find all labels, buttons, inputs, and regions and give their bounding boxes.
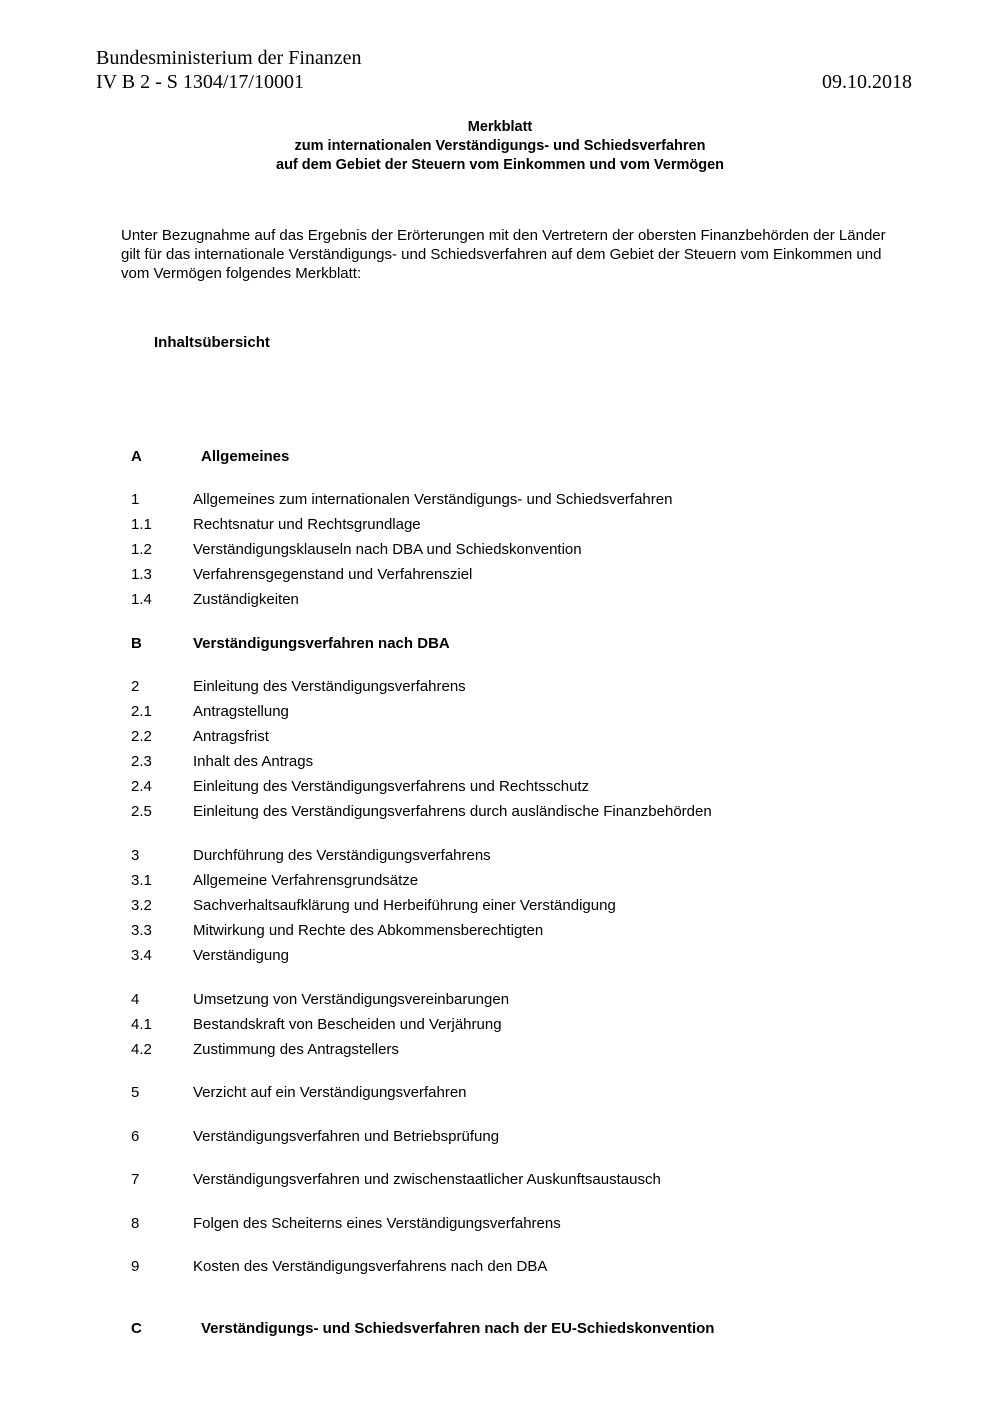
ministry-name: Bundesministerium der Finanzen (96, 47, 362, 69)
toc-item-number: 2.4 (131, 778, 152, 795)
title-line-3: auf dem Gebiet der Steuern vom Einkommen und vom Vermögen (276, 157, 724, 173)
toc-item-text: Inhalt des Antrags (193, 753, 314, 770)
toc-item-number: 9 (131, 1258, 140, 1275)
toc-item-number: 2.2 (131, 728, 152, 745)
toc-item-number: 6 (131, 1128, 140, 1145)
section-letter: B (131, 635, 142, 652)
toc-item-text: Folgen des Scheiterns eines Verständigungsverfahrens (193, 1215, 561, 1232)
toc-item-text: Einleitung des Verständigungsverfahrens (193, 678, 466, 695)
toc-item-number: 1.3 (131, 566, 152, 583)
toc-item-text: Rechtsnatur und Rechtsgrundlage (193, 516, 421, 533)
toc-item-number: 2.1 (131, 703, 152, 720)
section-title: Allgemeines (201, 448, 290, 465)
toc-item-text: Allgemeines zum internationalen Verständigungs- und Schiedsverfahren (193, 491, 673, 508)
toc-item-number: 3.2 (131, 897, 152, 914)
toc-item-number: 3.4 (131, 947, 152, 964)
toc-heading: Inhaltsübersicht (154, 334, 270, 351)
toc-item-number: 1.2 (131, 541, 152, 558)
toc-item-number: 1 (131, 491, 140, 508)
toc-item-number: 7 (131, 1171, 140, 1188)
toc-item-number: 1.4 (131, 591, 152, 608)
toc-item-text: Bestandskraft von Bescheiden und Verjährung (193, 1016, 502, 1033)
toc-item-text: Durchführung des Verständigungsverfahrens (193, 847, 491, 864)
toc-item-number: 3.1 (131, 872, 152, 889)
title-line-1: Merkblatt (467, 119, 533, 135)
toc-item-number: 4 (131, 991, 140, 1008)
toc-item-number: 2.3 (131, 753, 152, 770)
toc-item-number: 3 (131, 847, 140, 864)
section-title: Verständigungsverfahren nach DBA (193, 635, 450, 652)
section-title: Verständigungs- und Schiedsverfahren nach der EU-Schiedskonvention (201, 1320, 715, 1337)
intro-paragraph: Unter Bezugnahme auf das Ergebnis der Erörterungen mit den Vertretern der obersten Finanzbehörden der Länder gilt für das internationale Verständigungs- und Schiedsverfahren auf dem Gebiet der Steuern vom Einkommen und vom Vermögen folgendes Merkblatt: (121, 227, 886, 282)
toc-item-text: Kosten des Verständigungsverfahrens nach den DBA (193, 1258, 548, 1275)
toc-item-text: Verfahrensgegenstand und Verfahrensziel (193, 566, 473, 583)
toc-item-text: Verständigung (193, 947, 289, 964)
title-line-2: zum internationalen Verständigungs- und Schiedsverfahren (294, 138, 706, 154)
toc-item-number: 4.2 (131, 1041, 152, 1058)
toc-item-text: Umsetzung von Verständigungsvereinbarungen (193, 991, 510, 1008)
toc-item-number: 1.1 (131, 516, 152, 533)
toc-item-text: Mitwirkung und Rechte des Abkommensberechtigten (193, 922, 544, 939)
toc-item-text: Zuständigkeiten (193, 591, 299, 608)
reference-number: IV B 2 - S 1304/17/10001 (96, 71, 304, 93)
toc-item-number: 8 (131, 1215, 140, 1232)
toc-item-number: 3.3 (131, 922, 152, 939)
toc-item-text: Verständigungsverfahren und Betriebsprüfung (193, 1128, 500, 1145)
toc-item-text: Verständigungsverfahren und zwischenstaatlicher Auskunftsaustausch (193, 1171, 661, 1188)
toc-item-text: Einleitung des Verständigungsverfahrens und Rechtsschutz (193, 778, 590, 795)
section-letter: C (131, 1320, 142, 1337)
document-date: 09.10.2018 (822, 71, 912, 93)
toc-item-number: 2 (131, 678, 140, 695)
toc-item-text: Verständigungsklauseln nach DBA und Schiedskonvention (193, 541, 582, 558)
toc-item-text: Sachverhaltsaufklärung und Herbeiführung einer Verständigung (193, 897, 616, 914)
toc-item-text: Einleitung des Verständigungsverfahrens durch ausländische Finanzbehörden (193, 803, 712, 820)
toc-item-text: Zustimmung des Antragstellers (193, 1041, 399, 1058)
toc-item-text: Antragsfrist (193, 728, 269, 745)
section-letter: A (131, 448, 142, 465)
toc-item-text: Allgemeine Verfahrensgrundsätze (193, 872, 419, 889)
toc-item-text: Verzicht auf ein Verständigungsverfahren (193, 1084, 467, 1101)
toc-item-number: 2.5 (131, 803, 152, 820)
toc-item-text: Antragstellung (193, 703, 289, 720)
toc-item-number: 5 (131, 1084, 140, 1101)
toc-item-number: 4.1 (131, 1016, 152, 1033)
